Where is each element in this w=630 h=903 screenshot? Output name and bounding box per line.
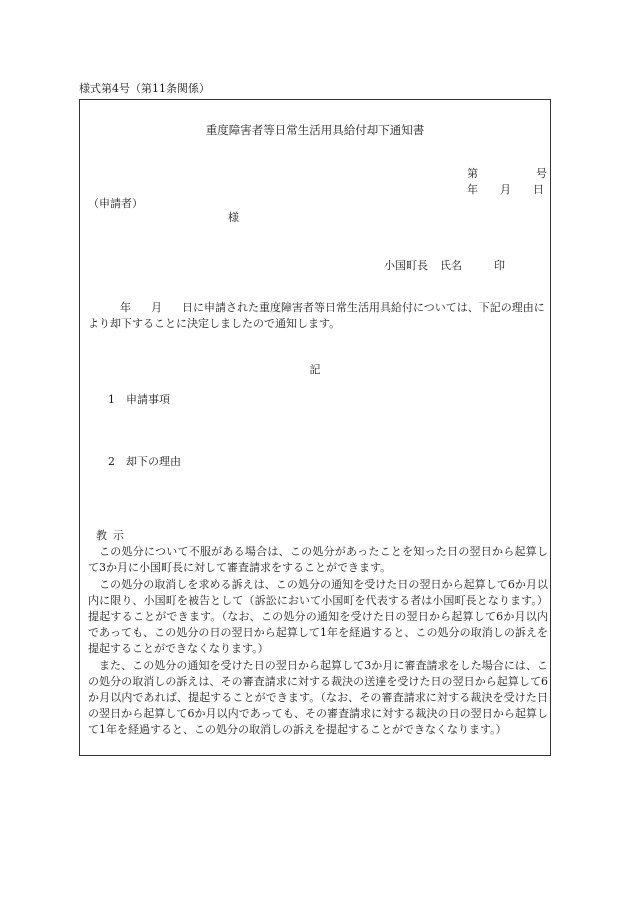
item-application [108, 392, 170, 407]
body-text: 日に申請された重度障害者等日常生活用具給付については、下記の理由により却下することに決定しましたので通知します。 [88, 301, 545, 330]
ki-heading: 記 [309, 363, 321, 376]
notice-frame [79, 99, 551, 756]
instruction-paragraph: また、この処分の通知を受けた日の翌日から起算して3か月に審査請求をした場合には、この処分の取消しの訴えは、その審査請求に対する裁決の送達を受けた日の翌日から起算して6か月以内であれば、提起することができます。（なお、その審査請求に対する裁決を受けた日の翌日から起算して6か月以内であっても、その審査請求に対する裁決の日の翌日から起算して1年を経過すると、この処分の取消しの訴えを提起することができなくなります。） [88, 658, 548, 737]
form-number: 様式第4号（第11条関係） [79, 82, 210, 95]
item1-number: 1 [108, 393, 115, 406]
issue-date [467, 182, 544, 197]
item-rejection-reason [108, 454, 181, 469]
seal-mark: 印 [494, 259, 505, 272]
instruction-paragraph: この処分について不服がある場合は、この処分があったことを知った日の翌日から起算して3か月に小国町長に対して審査請求をすることができます。 [88, 545, 548, 575]
item1-label: 申請事項 [126, 393, 170, 406]
mayor-name-label: 氏名 [440, 259, 462, 272]
body-year: 年 [120, 301, 131, 314]
instruction-paragraph: この処分の取消しを求める訴えは、この処分の通知を受けた日の翌日から起算して6か月以内に限り、小国町を被告として（訴訟において小国町を代表する者は小国町長となります。）提起することができます。（なお、この処分の通知を受けた日の翌日から起算して6か月以内であっても、この処分の日の翌日から起算して1年を経過すると、この処分の取消しの訴えを提起することができなくなります。） [88, 577, 548, 656]
date-day: 日 [533, 183, 544, 196]
applicant-label: （申請者） [88, 197, 143, 210]
instruction-heading: 教示 [96, 529, 130, 542]
date-month: 月 [500, 183, 511, 196]
mayor-title: 小国町長 [384, 259, 428, 272]
date-year: 年 [467, 183, 478, 196]
mayor-signature [384, 258, 505, 273]
main-notice-text [88, 300, 548, 332]
honorific: 様 [228, 211, 239, 224]
instruction-section [88, 528, 548, 739]
item2-label: 却下の理由 [126, 455, 181, 468]
ref-go: 号 [536, 167, 547, 180]
document-title: 重度障害者等日常生活用具給付却下通知書 [205, 123, 425, 137]
reference-number [467, 166, 547, 181]
body-month: 月 [151, 301, 162, 314]
item2-number: 2 [108, 455, 115, 468]
ref-dai: 第 [467, 167, 478, 180]
